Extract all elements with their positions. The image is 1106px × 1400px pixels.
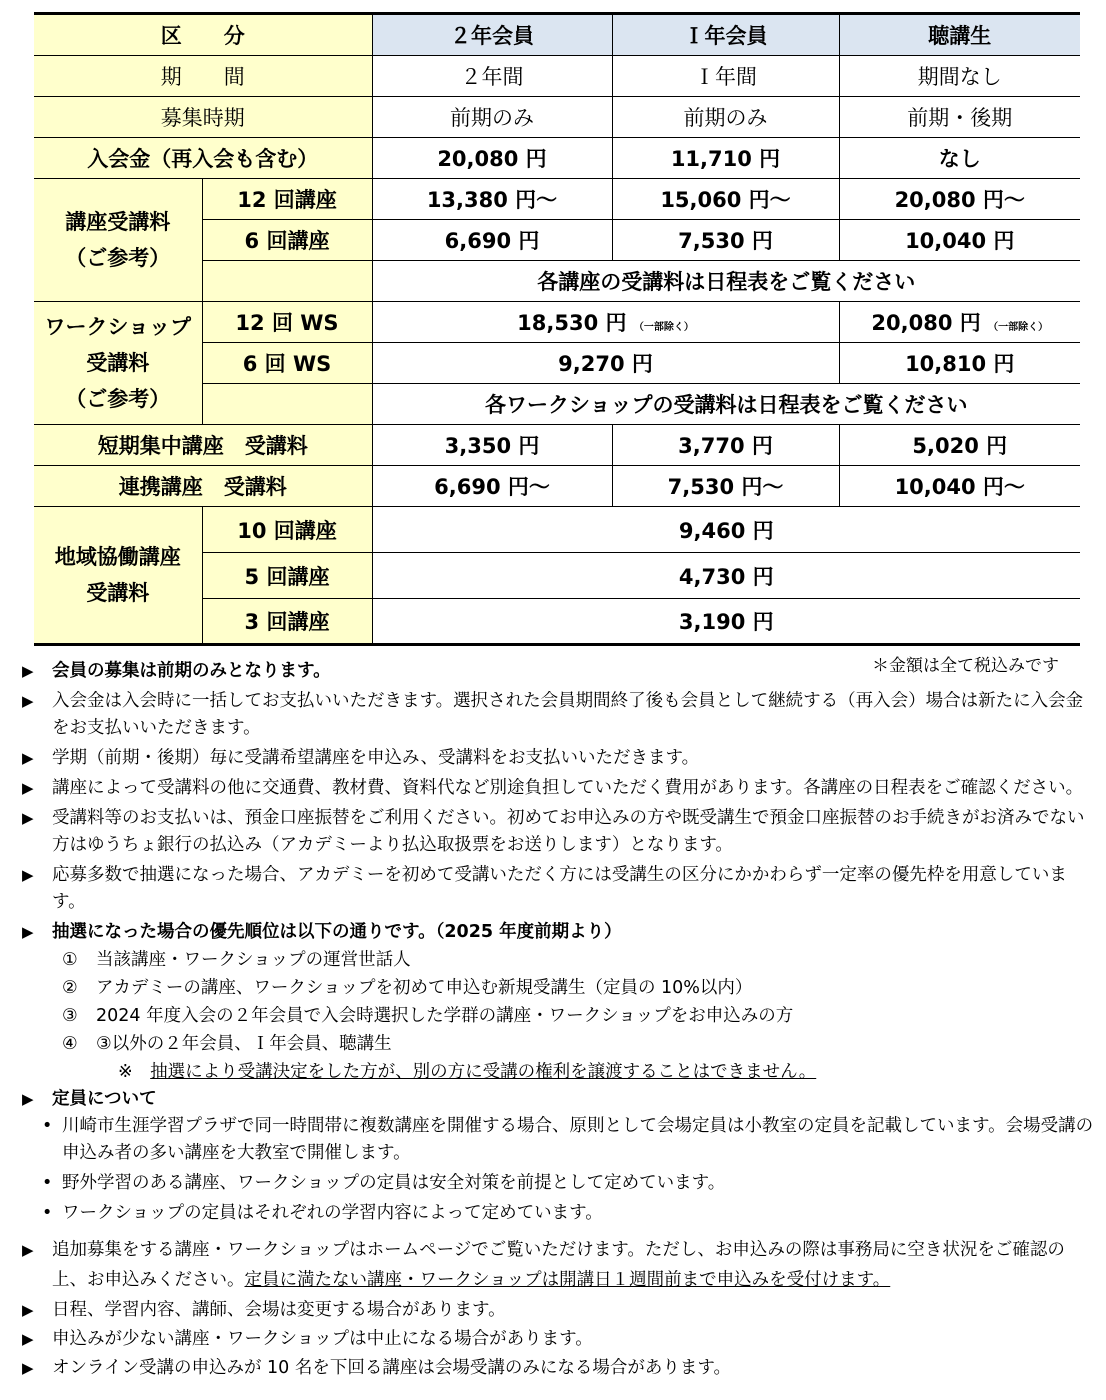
header-2year: ２年会員 — [372, 14, 612, 56]
recruit-auditor: 前期・後期 — [839, 97, 1080, 138]
ws-6-members: 9,270 円 — [372, 343, 839, 384]
triangle-bullet-icon: ▶ — [22, 779, 34, 797]
capacity-text: ワークショップの定員はそれぞれの学習内容によって定めています。 — [62, 1203, 603, 1223]
entry-fee-label: 入会金（再入会も含む） — [34, 138, 372, 179]
entry-fee-1year: 11,710 円 — [612, 138, 839, 179]
ws-12-label: 12 回 WS — [202, 302, 372, 343]
period-2year: ２年間 — [372, 56, 612, 97]
ws-fee-label: ワークショップ 受講料 （ご参考） — [34, 302, 202, 425]
recruit-1year: 前期のみ — [612, 97, 839, 138]
priority-number: ① — [62, 950, 78, 970]
note-item — [22, 1355, 1096, 1382]
priority-number: ④ — [62, 1034, 78, 1054]
transfer-warning — [22, 1058, 1096, 1086]
header-auditor: 聴講生 — [839, 14, 1080, 56]
triangle-bullet-icon: ▶ — [22, 923, 34, 941]
capacity-item — [22, 1113, 1096, 1167]
capacity-text: 川崎市生涯学習プラザで同一時間帯に複数講座を開催する場合、原則として会場定員は小教室の定員を記載しています。会場受講の申込み者の多い講座を大教室で開催します。 — [62, 1116, 1094, 1163]
dot-bullet-icon: • — [42, 1116, 53, 1136]
course-note-blank — [202, 261, 372, 302]
priority-text: ③以外の２年会員、Ｉ年会員、聴講生 — [96, 1034, 392, 1054]
note-item — [22, 745, 1096, 772]
triangle-bullet-icon: ▶ — [22, 1359, 34, 1377]
note-item — [22, 1326, 1096, 1353]
triangle-bullet-icon: ▶ — [22, 866, 34, 884]
priority-text: 2024 年度入会の２年会員で入会時選択した学群の講座・ワークショップをお申込みの方 — [96, 1006, 794, 1026]
entry-fee-2year: 20,080 円 — [372, 138, 612, 179]
course-6-1year: 7,530 円 — [612, 220, 839, 261]
triangle-bullet-icon: ▶ — [22, 1241, 34, 1259]
regional-5-label: 5 回講座 — [202, 553, 372, 599]
capacity-text: 野外学習のある講座、ワークショップの定員は安全対策を前提として定めています。 — [62, 1173, 726, 1193]
triangle-bullet-icon: ▶ — [22, 662, 34, 680]
note-additional-text — [22, 1235, 1096, 1295]
note-recruit-text: 会員の募集は前期のみとなります。 — [52, 661, 331, 681]
priority-item — [22, 974, 1096, 1002]
triangle-bullet-icon: ▶ — [22, 1301, 34, 1319]
ws-12-auditor — [839, 302, 1080, 343]
note-item — [22, 658, 1096, 685]
ws-12-members-note: （一部除く） — [633, 322, 694, 333]
note-item — [22, 1086, 1096, 1113]
period-1year: Ｉ年間 — [612, 56, 839, 97]
period-auditor: 期間なし — [839, 56, 1080, 97]
regional-5-fee: 4,730 円 — [372, 553, 1080, 599]
note-item — [22, 862, 1096, 916]
note-item — [22, 1235, 1096, 1295]
priority-number: ③ — [62, 1006, 78, 1026]
note-change-text: 日程、学習内容、講師、会場は変更する場合があります。 — [52, 1300, 506, 1320]
tax-note: ＊金額は全て税込みです — [872, 656, 1059, 676]
entry-fee-auditor: なし — [839, 138, 1080, 179]
course-12-1year: 15,060 円～ — [612, 179, 839, 220]
note-item — [22, 1297, 1096, 1324]
partner-course-1year: 7,530 円～ — [612, 466, 839, 507]
notes — [22, 658, 1096, 1382]
ws-12-members — [372, 302, 839, 343]
fee-table — [34, 12, 1080, 646]
course-12-label: 12 回講座 — [202, 179, 372, 220]
short-course-label: 短期集中講座 受講料 — [34, 425, 372, 466]
course-12-auditor: 20,080 円～ — [839, 179, 1080, 220]
ws-12-auditor-value: 20,080 円 — [871, 311, 981, 335]
header-category: 区 分 — [34, 14, 372, 56]
note-entry-fee-text: 入会金は入会時に一括してお支払いいただきます。選択された会員期間終了後も会員として継続する（再入会）場合は新たに入会金をお支払いいただきます。 — [52, 691, 1084, 738]
regional-course-label: 地域協働講座 受講料 — [34, 507, 202, 645]
short-course-2year: 3,350 円 — [372, 425, 612, 466]
priority-item — [22, 1002, 1096, 1030]
note-item — [22, 688, 1096, 742]
ws-12-auditor-note: （一部除く） — [988, 322, 1049, 333]
priority-number: ② — [62, 978, 78, 998]
note-item — [22, 775, 1096, 802]
course-fee-label: 講座受講料 （ご参考） — [34, 179, 202, 302]
dot-bullet-icon: • — [42, 1203, 53, 1223]
note-online-text: オンライン受講の申込みが 10 名を下回る講座は会場受講のみになる場合があります。 — [52, 1358, 731, 1378]
triangle-bullet-icon: ▶ — [22, 1330, 34, 1348]
period-label: 期 間 — [34, 56, 372, 97]
recruit-2year: 前期のみ — [372, 97, 612, 138]
triangle-bullet-icon: ▶ — [22, 1090, 34, 1108]
note-additional-deadline: 定員に満たない講座・ワークショップは開講日１週間前まで申込みを受付けます。 — [244, 1270, 891, 1290]
ws-6-label: 6 回 WS — [202, 343, 372, 384]
regional-10-label: 10 回講座 — [202, 507, 372, 553]
short-course-1year: 3,770 円 — [612, 425, 839, 466]
triangle-bullet-icon: ▶ — [22, 692, 34, 710]
triangle-bullet-icon: ▶ — [22, 749, 34, 767]
note-term-text: 学期（前期・後期）毎に受講希望講座を申込み、受講料をお支払いいただきます。 — [52, 748, 700, 768]
note-additional-main: 追加募集をする講座・ワークショップはホームページでご覧いただけます。ただし、お申込みの際は事務局に空き状況をご確認の上、お申込みください。 — [52, 1240, 1065, 1290]
partner-course-auditor: 10,040 円～ — [839, 466, 1080, 507]
course-6-2year: 6,690 円 — [372, 220, 612, 261]
header-1year: Ｉ年会員 — [612, 14, 839, 56]
note-capacity-heading: 定員について — [52, 1089, 157, 1109]
regional-3-fee: 3,190 円 — [372, 599, 1080, 645]
transfer-warning-text: 抽選により受講決定をした方が、別の方に受講の権利を譲渡することはできません。 — [150, 1062, 817, 1082]
ws-12-members-value: 18,530 円 — [517, 311, 627, 335]
partner-course-2year: 6,690 円～ — [372, 466, 612, 507]
note-extra-cost-text: 講座によって受講料の他に交通費、教材費、資料代など別途負担していただく費用があります。各講座の日程表をご確認ください。 — [52, 778, 1084, 798]
note-item — [22, 919, 1096, 946]
dot-bullet-icon: • — [42, 1173, 53, 1193]
priority-item — [22, 1030, 1096, 1058]
reference-mark: ※ — [118, 1062, 133, 1082]
course-12-2year: 13,380 円～ — [372, 179, 612, 220]
recruit-label: 募集時期 — [34, 97, 372, 138]
priority-text: 当該講座・ワークショップの運営世話人 — [96, 950, 411, 970]
regional-10-fee: 9,460 円 — [372, 507, 1080, 553]
note-payment-text: 受講料等のお支払いは、預金口座振替をご利用ください。初めてお申込みの方や既受講生で預金口座振替のお手続きがお済みでない方はゆうちょ銀行の払込み（アカデミーより払込取扱票をお送りします）となります。 — [52, 808, 1085, 855]
priority-item — [22, 946, 1096, 974]
ws-6-auditor: 10,810 円 — [839, 343, 1080, 384]
note-cancel-text: 申込みが少ない講座・ワークショップは中止になる場合があります。 — [52, 1329, 593, 1349]
note-item — [22, 805, 1096, 859]
course-6-auditor: 10,040 円 — [839, 220, 1080, 261]
partner-course-label: 連携講座 受講料 — [34, 466, 372, 507]
short-course-auditor: 5,020 円 — [839, 425, 1080, 466]
note-lottery-text: 応募多数で抽選になった場合、アカデミーを初めて受講いただく方には受講生の区分にかかわらず一定率の優先枠を用意しています。 — [52, 865, 1067, 912]
course-fee-note: 各講座の受講料は日程表をご覧ください — [372, 261, 1080, 302]
capacity-item — [22, 1200, 1096, 1227]
regional-3-label: 3 回講座 — [202, 599, 372, 645]
course-6-label: 6 回講座 — [202, 220, 372, 261]
ws-fee-note: 各ワークショップの受講料は日程表をご覧ください — [372, 384, 1080, 425]
note-priority-heading: 抽選になった場合の優先順位は以下の通りです。（2025 年度前期より） — [52, 922, 622, 942]
triangle-bullet-icon: ▶ — [22, 809, 34, 827]
capacity-item — [22, 1170, 1096, 1197]
ws-note-blank — [202, 384, 372, 425]
priority-text: アカデミーの講座、ワークショップを初めて申込む新規受講生（定員の 10%以内） — [96, 978, 753, 998]
